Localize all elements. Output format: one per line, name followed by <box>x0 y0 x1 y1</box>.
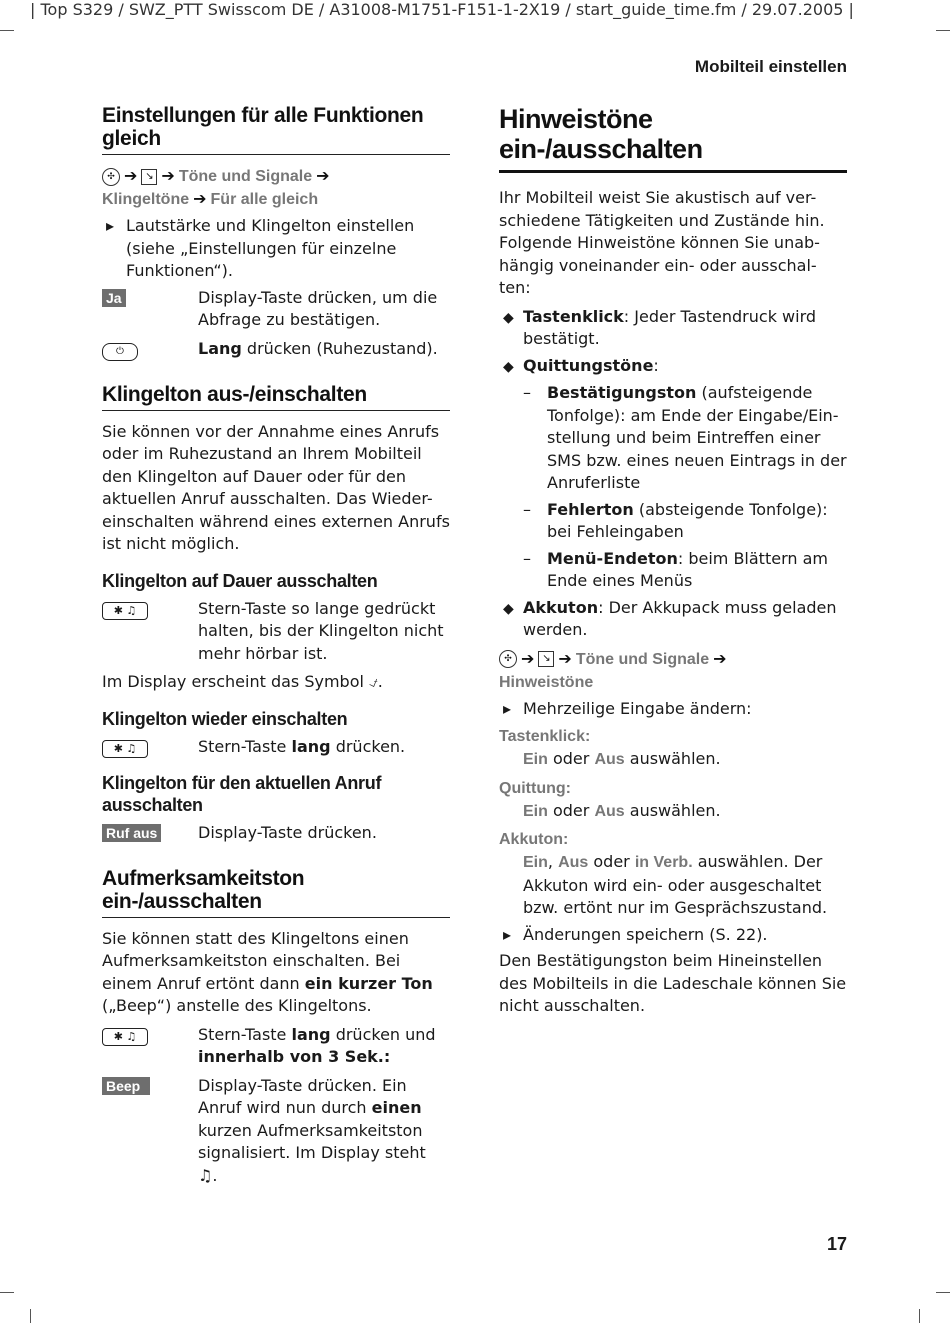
crop-mark <box>919 1309 920 1323</box>
right-column <box>499 104 847 1024</box>
row-text: Display-Taste drücken. Ein Anruf wird nun durch einen kurzen Aufmerksamkeitston signalisiert. Im Display steht ♫. <box>198 1075 426 1185</box>
end-call-key-icon: ⏻ <box>102 343 138 361</box>
arrow-icon: ➔ <box>161 166 175 185</box>
instruction-bullet <box>499 924 847 947</box>
list-item: ◆ Akkuton: Der Akkupack muss geladen werden. <box>499 597 847 642</box>
bullet-text: Lautstärke und Klingelton einstellen (siehe „Einstellungen für einzelne Funktionen“). <box>126 216 415 280</box>
sub-list-item: – Fehlerton (absteigende Tonfolge): bei Fehleingaben <box>523 499 847 544</box>
subheading: Klingelton auf Dauer ausschalten <box>102 570 378 591</box>
softkey-beep: Beep <box>102 1077 150 1095</box>
crop-mark <box>30 1309 31 1323</box>
arrow-icon: ➔ <box>124 166 138 185</box>
subheading: Klingelton für den aktuellen Anruf ausschalten <box>102 773 382 815</box>
dash-icon: – <box>523 383 531 402</box>
menu-icon: ↘ <box>141 169 157 185</box>
paragraph: Sie können vor der Annahme eines Anrufs oder im Ruhezustand an Ihrem Mobilteil den Klingelton auf Dauer oder für den aktuellen Anruf ausschalten. Das Wieder-einschalten während eines externen Anrufs ist nicht möglich. <box>102 421 450 553</box>
running-head: | Top S329 / SWZ_PTT Swisscom DE / A31008-M1751-F151-1-2X19 / start_guide_time.fm / 29.07.2005 | <box>30 0 854 19</box>
row-text: Display-Taste drücken. <box>198 823 377 842</box>
instruction-bullet <box>102 215 450 283</box>
sub-list-item: – Menü-Endeton: beim Blättern am Ende eines Menüs <box>523 548 847 593</box>
key-row <box>102 598 450 666</box>
heading-aufmerksamkeitston: Aufmerksamkeitston ein-/ausschalten <box>102 867 450 918</box>
menu-path <box>102 165 450 211</box>
softkey-ruf-aus: Ruf aus <box>102 824 161 842</box>
instruction-bullet <box>499 698 847 721</box>
diamond-icon: ◆ <box>503 358 514 375</box>
paragraph: Im Display erscheint das Symbol ⍻. <box>102 672 383 691</box>
field-label: Tastenklick: <box>499 728 591 745</box>
star-key-icon: ✱ ♫ <box>102 602 148 620</box>
heading-hinweistoene: Hinweistöne ein-/ausschalten <box>499 104 847 173</box>
triangle-icon: ▸ <box>106 216 115 235</box>
triangle-icon: ▸ <box>503 698 512 718</box>
key-row <box>102 1024 450 1069</box>
sub-list-item: – Bestätigungston (aufsteigende Tonfolge): am Ende der Eingabe/Ein-stellung und beim Eintreffen einer SMS bzw. eines neuen Eintrags in der Anruferliste <box>523 382 847 495</box>
field-value: Ein oder Aus auswählen. <box>523 800 721 820</box>
heading-klingelton: Klingelton aus-/einschalten <box>102 383 450 411</box>
key-row <box>102 338 450 361</box>
crop-mark <box>936 30 950 31</box>
dash-icon: – <box>523 499 531 519</box>
key-row <box>102 1075 450 1188</box>
arrow-icon: ➔ <box>193 189 207 208</box>
menu-item-klingeltoene: Klingeltöne <box>102 191 190 208</box>
nav-key-icon: ✣ <box>102 168 120 186</box>
dash-icon: – <box>523 548 531 568</box>
softkey-ja: Ja <box>102 289 126 307</box>
diamond-icon: ◆ <box>503 600 514 617</box>
key-row <box>102 736 450 759</box>
subheading: Klingelton wieder einschalten <box>102 708 348 729</box>
section-title: Mobilteil einstellen <box>694 57 847 76</box>
nav-key-icon: ✣ <box>499 650 517 668</box>
menu-icon: ↘ <box>538 651 554 667</box>
paragraph: Den Bestätigungston beim Hineinstellen des Mobilteils in die Ladeschale können Sie nicht ausschalten. <box>499 951 847 1015</box>
paragraph: Sie können statt des Klingeltons einen Aufmerksamkeitston einschalten. Bei einem Anruf ertönt dann ein kurzer Ton („Beep“) anstelle des Klingeltons. <box>102 928 433 1015</box>
arrow-icon: ➔ <box>713 648 727 668</box>
menu-item-hinweistoene: Hinweistöne <box>499 673 594 691</box>
crop-mark <box>936 1292 950 1293</box>
row-text: Stern-Taste lang drücken und innerhalb von 3 Sek.: <box>198 1024 436 1066</box>
crop-mark <box>0 1292 14 1293</box>
crop-mark <box>0 30 14 31</box>
menu-item-toene: Töne und Signale <box>178 168 313 185</box>
triangle-icon: ▸ <box>503 924 512 944</box>
key-row <box>102 822 450 845</box>
bullet-text: Änderungen speichern (S. 22). <box>523 924 768 944</box>
heading-all-functions: Einstellungen für alle Funktionen gleich <box>102 104 450 155</box>
field-value: Ein oder Aus auswählen. <box>523 749 721 768</box>
key-row <box>102 287 450 332</box>
list-item: ◆ Tastenklick: Jeder Tastendruck wird bestätigt. <box>499 306 847 351</box>
arrow-icon: ➔ <box>558 648 572 668</box>
paragraph: Ihr Mobilteil weist Sie akustisch auf ver-schiedene Tätigkeiten und Zustände hin. Folgende Hinweistöne können Sie unab-hängig voneinander ein- oder ausschal-ten: <box>499 188 825 297</box>
star-key-icon: ✱ ♫ <box>102 740 148 758</box>
left-column <box>102 104 450 1193</box>
row-text: Stern-Taste lang drücken. <box>198 736 406 756</box>
star-key-icon: ✱ ♫ <box>102 1028 148 1046</box>
row-text: Lang drücken (Ruhezustand). <box>198 338 438 358</box>
list-item: ◆ Quittungstöne: <box>499 355 847 379</box>
row-text: Stern-Taste so lange gedrückt halten, bis der Klingelton nicht mehr hörbar ist. <box>198 598 444 663</box>
menu-item-fuer-alle: Für alle gleich <box>210 191 319 208</box>
menu-path <box>499 648 847 694</box>
field-value: Ein, Aus oder in Verb. auswählen. Der Akkuton wird ein- oder ausgeschaltet bzw. ertönt nur im Gesprächszustand. <box>523 852 828 917</box>
field-label: Quittung: <box>499 779 571 797</box>
arrow-icon: ➔ <box>521 648 535 668</box>
field-label: Akkuton: <box>499 831 569 848</box>
menu-item-toene: Töne und Signale <box>575 650 710 668</box>
bullet-text: Mehrzeilige Eingabe ändern: <box>523 698 752 718</box>
page-number: 17 <box>826 1234 847 1254</box>
arrow-icon: ➔ <box>316 166 330 185</box>
row-text: Display-Taste drücken, um die Abfrage zu bestätigen. <box>198 287 438 329</box>
diamond-icon: ◆ <box>503 309 514 326</box>
